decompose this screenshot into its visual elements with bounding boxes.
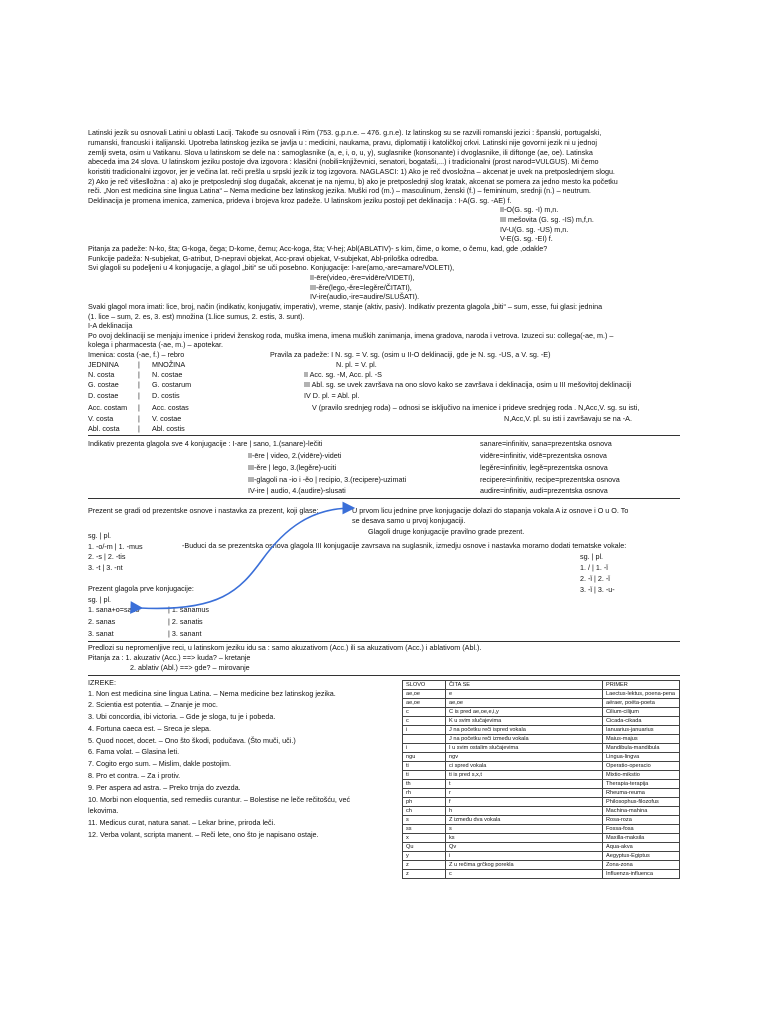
indicative-row: IV-ire | audio, 4.(audire)-slusati [248, 486, 346, 495]
table-cell: K u svim slučajevima [446, 717, 603, 726]
table-cell: ph [403, 798, 446, 807]
declension-item: III mešovita (G. sg. -IS) m,f,n. [500, 215, 594, 224]
costa-separator: | [138, 360, 140, 369]
present-note: se desava samo u prvoj konjugaciji. [352, 516, 466, 525]
table-cell: J na početku reči ispred vokala [446, 726, 603, 735]
table-cell: Ianuarius-januarius [603, 726, 680, 735]
table-cell: z [403, 870, 446, 879]
intro-line: reči. „Non est medicina sine lingua Latina“ – Nema medicine bez latinskog jezika. Muški rod (m.) – masculinum, ženski (f.) – femininum, srednji (n.) – neutrum. [88, 186, 591, 195]
table-cell: t [446, 780, 603, 789]
table-cell [403, 735, 446, 744]
table-cell: c [403, 717, 446, 726]
saying-item: 12. Verba volant, scripta manent. – Reči lete, ono što je napisano ostaje. [88, 830, 319, 839]
table-cell: Z u rečima grčkog porekla [446, 861, 603, 870]
table-cell: Therapia-terapija [603, 780, 680, 789]
table-row [403, 798, 680, 807]
table-cell: i [403, 726, 446, 735]
table-row [403, 852, 680, 861]
costa-row-plural: G. costarum [152, 380, 192, 389]
table-cell: rh [403, 789, 446, 798]
column-header: SLOVO [403, 681, 446, 690]
table-cell: aëraer, poëta-poeta [603, 699, 680, 708]
saying-item: 5. Quod nocet, docet. – Ono što škodi, podučava. (Što muči, uči.) [88, 736, 296, 745]
divider [88, 675, 680, 676]
table-cell: th [403, 780, 446, 789]
first-conj-row-singular: 3. sanat [88, 629, 114, 638]
costa-separator: | [138, 403, 140, 412]
conjugation-item: IV-ire(audio,-ire=audire/SLUŠATI). [310, 292, 420, 301]
table-cell: Qv [446, 843, 603, 852]
pronunciation-table [402, 680, 680, 879]
table-cell: C is pred ae,oe,e,i,y [446, 708, 603, 717]
table-cell: Cilium-cilijum [603, 708, 680, 717]
table-cell: ngv [446, 753, 603, 762]
table-cell: Aegyptus-Egiptus [603, 852, 680, 861]
intro-line: koristiti tradicionalni izgovor, jer je večina lat. reči prešla u srpski jezik iz tog izgovora. NAGLASCI: 1) Ako je reč dvosložna – akcenat je uvek na pretposlednjem slogu. [88, 167, 615, 176]
infinitive-note: legěre=infinitiv, legě=prezentska osnova [480, 463, 608, 472]
rule-line: IV D. pl. = Abl. pl. [304, 391, 360, 400]
table-cell: Fossa-fosa [603, 825, 680, 834]
table-header-row [403, 681, 680, 690]
table-cell: h [446, 807, 603, 816]
costa-row-plural: V. costae [152, 414, 182, 423]
table-row [403, 708, 680, 717]
costa-row-singular: Abl. costa [88, 424, 120, 433]
table-cell: y [403, 852, 446, 861]
saying-item: 7. Cogito ergo sum. – Mislim, dakle postojim. [88, 759, 232, 768]
table-cell: Laectus-lektus, poena-pena [603, 690, 680, 699]
table-cell: ti is pred s,x,t [446, 771, 603, 780]
table-row [403, 771, 680, 780]
infinitive-note: audire=infinitiv, audi=prezentska osnova [480, 486, 608, 495]
conjugations-intro: Svi glagoli su podeljeni u 4 konjugacije, a glagol „biti“ se uči posebno. Konjugacije: I-are(amo,-are=amare/VOLETI), [88, 263, 455, 272]
rule-line: II Acc. sg. -M, Acc. pl. -S [304, 370, 382, 379]
costa-row-singular: D. costae [88, 391, 119, 400]
saying-item: 3. Ubi concordia, ibi victoria. – Gde je sloga, tu je i pobeda. [88, 712, 276, 721]
rule-line: V (pravilo srednjeg roda) – odnosi se isključivo na imenice i prideve srednjeg roda . N,Acc,V. sg. su isti, [312, 403, 640, 412]
table-cell: z [403, 861, 446, 870]
costa-separator: | [138, 424, 140, 433]
intro-line: Deklinacija je promena imenica, zamenica, prideva i brojeva kroz padeže. U latinskom jeziku postoji pet deklinacija : I-A(G. sg. -AE) f. [88, 196, 512, 205]
costa-separator: | [138, 380, 140, 389]
table-row [403, 825, 680, 834]
first-conj-title: Prezent glagola prve konjugacije: [88, 584, 194, 593]
first-conj-row-singular: 1. sana+o=sano [88, 605, 140, 614]
table-cell: Maxilla-maksila [603, 834, 680, 843]
saying-item: 8. Pro et contra. – Za i protiv. [88, 771, 181, 780]
saying-item: 2. Scientia est potentia. – Znanje je moc. [88, 700, 218, 709]
table-cell: s [403, 816, 446, 825]
present-intro: Prezent se gradi od prezentske osnove i nastavka za prezent, koji glase: [88, 506, 319, 515]
table-cell: x [403, 834, 446, 843]
costa-row-plural: D. costis [152, 391, 180, 400]
table-cell: ks [446, 834, 603, 843]
table-cell: r [446, 789, 603, 798]
connector-arrow-curve [140, 508, 352, 608]
table-cell: ss [403, 825, 446, 834]
table-cell: I u svim ostalim slučajevima [446, 744, 603, 753]
saying-item: 10. Morbi non eloquentia, sed remediis curantur. – Bolestise ne leče rečitošću, već [88, 795, 351, 804]
column-header: PRIMER [603, 681, 680, 690]
divider [88, 498, 680, 499]
endings-row: 2. -s | 2. -tis [88, 552, 126, 561]
prepositions-text: Pitanja za : 1. akuzativ (Acc.) ==> kuda? – kretanje [88, 653, 251, 662]
prepositions-text: Predlozi su nepromenljive reci, u latinskom jeziku idu sa : samo akuzativom (Acc.) ili sa akuzativom (Acc.) i ablativom (Abl.). [88, 643, 482, 652]
thematic-row: 3. -ǐ | 3. -u- [580, 585, 615, 594]
indicative-title: Indikativ prezenta glagola sve 4 konjugacije : I-are | sano, 1.(sanare)-lečiti [88, 439, 323, 448]
table-cell: Zona-zona [603, 861, 680, 870]
intro-line: 2) Ako je reč višeslložna : a) ako je pretposlednji slog dugačak, akcenat je na njemu, b) ako je pretposlednji slog kratak, akcenat se pomera za jedno mesto ka početku [88, 177, 618, 186]
table-row [403, 735, 680, 744]
table-cell: Maius-majus [603, 735, 680, 744]
table-cell: ti [403, 762, 446, 771]
table-cell: ae,oe [446, 699, 603, 708]
table-row [403, 726, 680, 735]
table-row [403, 717, 680, 726]
conjugation-item: II-ēre(video,-ēre=vidēre/VIDETI), [310, 273, 415, 282]
table-cell: Cicada-cikada [603, 717, 680, 726]
table-row [403, 870, 680, 879]
table-cell: ae,oe [403, 690, 446, 699]
table-row [403, 807, 680, 816]
saying-item: 1. Non est medicina sine lingua Latina. – Nema medicine bez latinskog jezika. [88, 689, 336, 698]
table-row [403, 816, 680, 825]
section-heading: I-A deklinacija [88, 321, 133, 330]
declension-item: V-E(G. sg. -EI) f. [500, 234, 553, 243]
thematic-head: sg. | pl. [580, 552, 604, 561]
costa-row-plural: Acc. costas [152, 403, 189, 412]
table-cell: Lingua-lingva [603, 753, 680, 762]
costa-row-singular: Acc. costam [88, 403, 128, 412]
saying-item: 9. Per aspera ad astra. – Preko trnja do zvezda. [88, 783, 241, 792]
endings-head: sg. | pl. [88, 531, 112, 540]
endings-row: 1. -o/-m | 1. -mus [88, 542, 143, 551]
table-cell: Mixtio-mikstio [603, 771, 680, 780]
table-cell: Rosa-roza [603, 816, 680, 825]
costa-separator: | [138, 370, 140, 379]
intro-line: Latinski jezik su osnovali Latini u oblasti Lacij. Takođe su osnovali i Rim (753. g.p.n.e. – 476. g.n.e). Iz latinskog su se razvili romanski jezici : španski, portugalski, [88, 128, 602, 137]
table-row [403, 690, 680, 699]
thematic-row: 2. -ǐ | 2. -ǐ [580, 574, 610, 583]
table-cell: J na početku reči između vokala [446, 735, 603, 744]
table-cell: c [403, 708, 446, 717]
divider [88, 641, 680, 642]
indicative-row: III-ěre | lego, 3.(legěre)-uciti [248, 463, 337, 472]
infinitive-note: recipere=infinitiv, recipe=prezentska osnova [480, 475, 620, 484]
saying-item: 6. Fama volat. – Glasina leti. [88, 747, 180, 756]
table-cell: ch [403, 807, 446, 816]
verb-text: (1. lice – sum, 2. es, 3. est) množina (1.lice sumus, 2. estis, 3. sunt). [88, 312, 305, 321]
declension-item: II-O(G. sg. -I) m,n. [500, 205, 559, 214]
table-cell: i [403, 744, 446, 753]
table-row [403, 834, 680, 843]
first-conj-row-plural: | 2. sanatis [168, 617, 203, 626]
costa-head-singular: JEDNINA [88, 360, 119, 369]
rule-line: Pravila za padeže: I N. sg. = V. sg. (osim u II-O deklinaciji, gde je N. sg. -US, a V. sg. -E) [270, 350, 551, 359]
intro-line: zemlji sveta, osim u Vatikanu. Slova u latinskom se dele na : samoglasnike (a, e, i, o, u, y), suglasnike (konsonante) i dvoglasnike, ili diftonge (ae, oe). Latinska [88, 148, 593, 157]
declension-item: IV-U(G. sg. -US) m,n. [500, 225, 569, 234]
intro-line: abeceda ima 24 slova. U latinskom jeziku postoje dva izgovora : klasični (nobili=književnici, senatori, bogataši,...) i tradicionalni (prost narod=VULGUS). Mi čemo [88, 157, 599, 166]
table-cell: e [446, 690, 603, 699]
prepositions-text: 2. ablativ (Abl.) ==> gde? – mirovanje [130, 663, 250, 672]
table-cell: Z između dva vokala [446, 816, 603, 825]
table-row [403, 843, 680, 852]
costa-row-singular: G. costae [88, 380, 119, 389]
table-row [403, 861, 680, 870]
table-cell: Qu [403, 843, 446, 852]
first-conj-row-singular: 2. sanas [88, 617, 116, 626]
thematic-note: -Buduci da se prezentska osnova glagola III konjugacije zavrsava na suglasnik, izmedju osnove i nastavka moramo dodati tematske vokale: [182, 541, 627, 550]
table-cell: c [446, 870, 603, 879]
first-conj-row-plural: | 3. sanant [168, 629, 202, 638]
divider [88, 435, 680, 436]
first-conj-row-plural: | 1. sanamus [168, 605, 210, 614]
infinitive-note: vidēre=infinitiv, vidē=prezentska osnova [480, 451, 607, 460]
table-cell: i [446, 852, 603, 861]
rule-line: N. pl. = V. pl. [336, 360, 377, 369]
table-cell: Influenza-influenca [603, 870, 680, 879]
case-functions: Funkcije padeža: N-subjekat, G-atribut, D-nepravi objekat, Acc-pravi objekat, V-subjekat, Abl-priloška odredba. [88, 254, 439, 263]
table-cell: Operatio-operacio [603, 762, 680, 771]
sayings-title: IZREKE: [88, 678, 116, 687]
verb-text: Svaki glagol mora imati: lice, broj, način (indikativ, konjugativ, imperativ), vreme, stanje (aktiv, pasiv). Indikativ prezenta glagola „biti“ – sum, esse, fui glasi: jednina [88, 302, 603, 311]
table-cell: s [446, 825, 603, 834]
endings-row: 3. -t | 3. -nt [88, 563, 123, 572]
indicative-row: III-glagoli na -io i -ěo | recipio, 3.(recipere)-uzimati [248, 475, 407, 484]
saying-item: lekovima. [88, 806, 119, 815]
table-row [403, 780, 680, 789]
verb-text: Po ovoj deklinaciji se menjaju imenice i pridevi ženskog roda, muška imena, imena muških zanimanja, imena gradova, naroda i vetrova. Izuzeci su: collega(-ae, m.) – [88, 331, 614, 340]
rule-line: N,Acc,V. pl. su isti i završavaju se na -A. [504, 414, 632, 423]
indicative-row: II-ēre | video, 2.(vidēre)-videti [248, 451, 342, 460]
present-note: U prvom licu jednine prve konjugacije dolazi do stapanja vokala A iz osnove i O u O. To [352, 506, 629, 515]
table-cell: Rheuma-reuma [603, 789, 680, 798]
costa-head-plural: MNOŽINA [152, 360, 186, 369]
table-cell: f [446, 798, 603, 807]
thematic-row: 1. / | 1. -ǐ [580, 563, 608, 572]
column-header: ČITA SE [446, 681, 603, 690]
costa-separator: | [138, 391, 140, 400]
table-row [403, 762, 680, 771]
costa-row-singular: N. costa [88, 370, 115, 379]
table-cell: Machina-mahina [603, 807, 680, 816]
present-note: Glagoli druge konjugacije pravilno grade prezent. [368, 527, 525, 536]
table-cell: Philosophus-filozofus [603, 798, 680, 807]
rule-line: III Abl. sg. se uvek završava na ono slovo kako se završava i deklinacija, osim u III mešovitoj deklinaciji [304, 380, 632, 389]
table-cell: ti [403, 771, 446, 780]
table-row [403, 744, 680, 753]
intro-line: rumanski, francuski i italijanski. Upotreba latinskog jezika se javlja u : medicini, naukama, pravu, diplomatiji i katoličkoj crkvi. Latinski nije govorni jezik ni u jednoj [88, 138, 597, 147]
verb-text: kolega i pharmacesta (-ae, m.) – apotekar. [88, 340, 224, 349]
table-cell: Aqua-akva [603, 843, 680, 852]
costa-row-plural: Abl. costis [152, 424, 185, 433]
case-questions: Pitanja za padeže: N-ko, šta; G-koga, čega; D-kome, čemu; Acc-koga, šta; V-hej; Abl(ABLATIV)- s kim, čime, o kome, o čemu, kad, gde ,odakle? [88, 244, 548, 253]
costa-title: Imenica: costa (-ae, f.) – rebro [88, 350, 185, 359]
saying-item: 4. Fortuna caeca est. – Sreca je slepa. [88, 724, 212, 733]
table-cell: ngu [403, 753, 446, 762]
first-conj-head: sg. | pl. [88, 595, 112, 604]
conjugation-item: III-ěre(lego,-ěre=legěre/ČITATI), [310, 283, 412, 292]
infinitive-note: sanare=infinitiv, sana=prezentska osnova [480, 439, 612, 448]
table-row [403, 699, 680, 708]
table-row [403, 789, 680, 798]
costa-row-singular: V. costa [88, 414, 114, 423]
table-cell: ci spred vokala [446, 762, 603, 771]
costa-row-plural: N. costae [152, 370, 183, 379]
table-row [403, 753, 680, 762]
table-cell: ae,oe [403, 699, 446, 708]
saying-item: 11. Medicus curat, natura sanat. – Lekar brine, priroda leči. [88, 818, 276, 827]
costa-separator: | [138, 414, 140, 423]
table-cell: Mandibula-mandibula [603, 744, 680, 753]
